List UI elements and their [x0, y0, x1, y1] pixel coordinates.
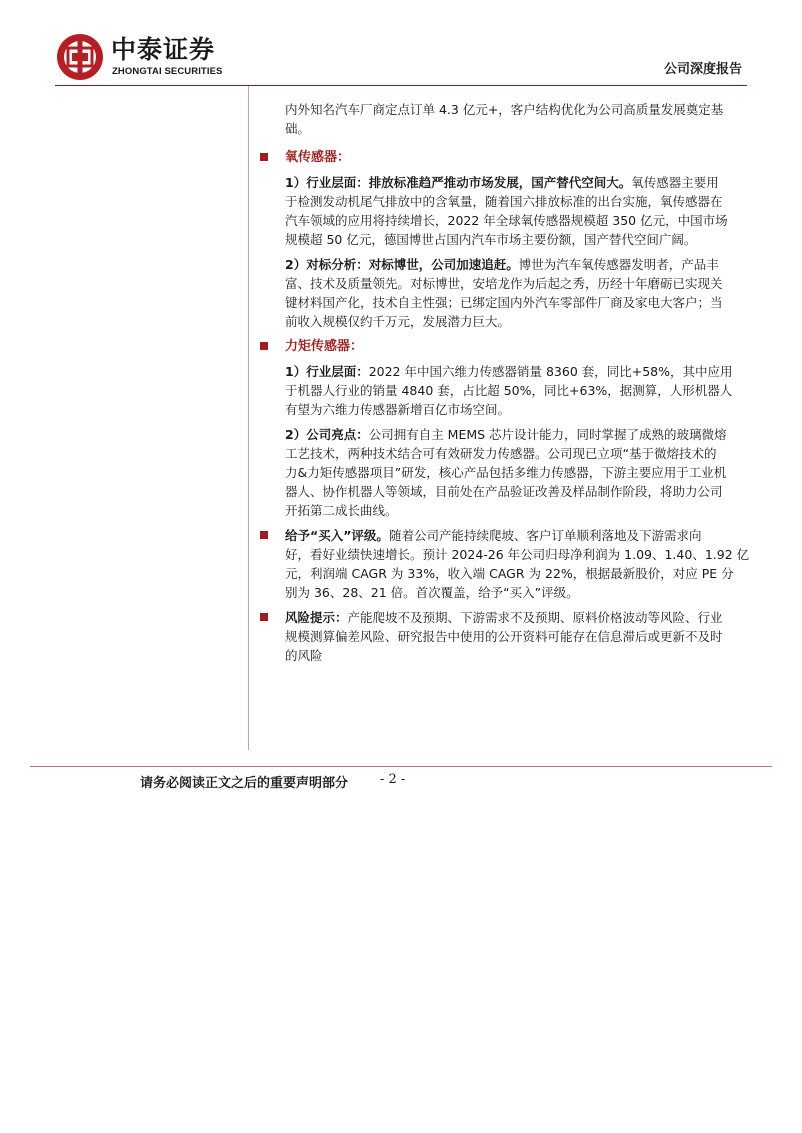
paragraph-line: 有望为六维力传感器新增百亿市场空间。 [285, 402, 511, 417]
page-number: - 2 - [380, 772, 406, 787]
paragraph-line: 元，利润端 CAGR 为 33%，收入端 CAGR 为 22%，根据最新股价，对应 PE 分 [285, 566, 734, 581]
logo-english-name: ZHONGTAI SECURITIES [112, 66, 223, 77]
zhongtai-logo-icon [55, 32, 105, 82]
left-margin-rule [248, 86, 249, 750]
page-header [0, 0, 802, 90]
section-title-oxygen-sensor: 氧传感器： [255, 148, 755, 167]
square-bullet-icon [260, 613, 268, 621]
paragraph-line: 好，看好业绩快速增长。预计 2024-26 年公司归母净利润为 1.09、1.40、1.92 亿 [285, 547, 750, 562]
report-type-label: 公司深度报告 [663, 62, 742, 77]
paragraph-line: 规模超 50 亿元，德国博世占国内汽车市场主要份额，国产替代空间广阔。 [285, 232, 697, 247]
paragraph-line: 于检测发动机尾气排放中的含氧量，随着国六排放标准的出台实施，氧传感器在 [285, 194, 723, 209]
paragraph-line: 力&力矩传感器项目”研发，核心产品包括多维力传感器，下游主要应用于工业机 [285, 465, 727, 480]
paragraph-line: 规模测算偏差风险、研究报告中使用的公开资料可能存在信息滞后或更新不及时 [285, 629, 723, 644]
section-title-torque-sensor: 力矩传感器： [255, 337, 755, 356]
paragraph-line: 的风险 [285, 648, 323, 663]
square-bullet-icon [260, 153, 268, 161]
paragraph-line: 2）对标分析：对标博世，公司加速追赶。博世为汽车氧传感器发明者，产品丰 [285, 257, 719, 272]
disclaimer-notice: 请务必阅读正文之后的重要声明部分 [140, 776, 349, 791]
square-bullet-icon [260, 531, 268, 539]
paragraph-line: 别为 36、28、21 倍。首次覆盖，给予“买入”评级。 [285, 585, 579, 600]
header-divider [55, 85, 747, 86]
paragraph-line: 给予“买入”评级。随着公司产能持续爬坡、客户订单顺利落地及下游需求向 [285, 528, 702, 543]
paragraph-line: 开拓第二成长曲线。 [285, 503, 398, 518]
footer-divider [30, 766, 772, 767]
paragraph-line: 器人、协作机器人等领域，目前处在产品验证改善及样品制作阶段，将助力公司 [285, 484, 723, 499]
paragraph-line: 键材料国产化，技术自主性强；已绑定国内外汽车零部件厂商及家电大客户；当 [285, 295, 723, 310]
paragraph-line: 风险提示：产能爬坡不及预期、下游需求不及预期、原料价格波动等风险、行业 [285, 610, 723, 625]
intro-line: 内外知名汽车厂商定点订单 4.3 亿元+，客户结构优化为公司高质量发展奠定基 [285, 102, 724, 117]
paragraph-line: 前收入规模仅约千万元，发展潜力巨大。 [285, 314, 511, 329]
paragraph-line: 2）公司亮点：公司拥有自主 MEMS 芯片设计能力，同时掌握了成熟的玻璃微熔 [285, 427, 727, 442]
intro-line: 础。 [285, 121, 311, 136]
paragraph-line: 1）行业层面：2022 年中国六维力传感器销量 8360 套，同比+58%，其中应用 [285, 364, 733, 379]
paragraph-line: 富、技术及质量领先。对标博世，安培龙作为后起之秀，历经十年磨砺已实现关 [285, 276, 723, 291]
paragraph-line: 1）行业层面：排放标准趋严推动市场发展，国产替代空间大。氧传感器主要用 [285, 175, 719, 190]
report-body [255, 100, 755, 665]
square-bullet-icon [260, 342, 268, 350]
paragraph-line: 汽车领域的应用将持续增长，2022 年全球氧传感器规模超 350 亿元，中国市场 [285, 213, 728, 228]
paragraph-line: 于机器人行业的销量 4840 套，占比超 50%，同比+63%，据测算，人形机器人 [285, 383, 733, 398]
logo-chinese-name: 中泰证券 [111, 35, 216, 64]
risk-paragraph [255, 608, 755, 665]
paragraph-line: 工艺技术，两种技术结合可有效研发力传感器。公司现已立项“基于微熔技术的 [285, 446, 717, 461]
rating-paragraph [255, 526, 755, 602]
